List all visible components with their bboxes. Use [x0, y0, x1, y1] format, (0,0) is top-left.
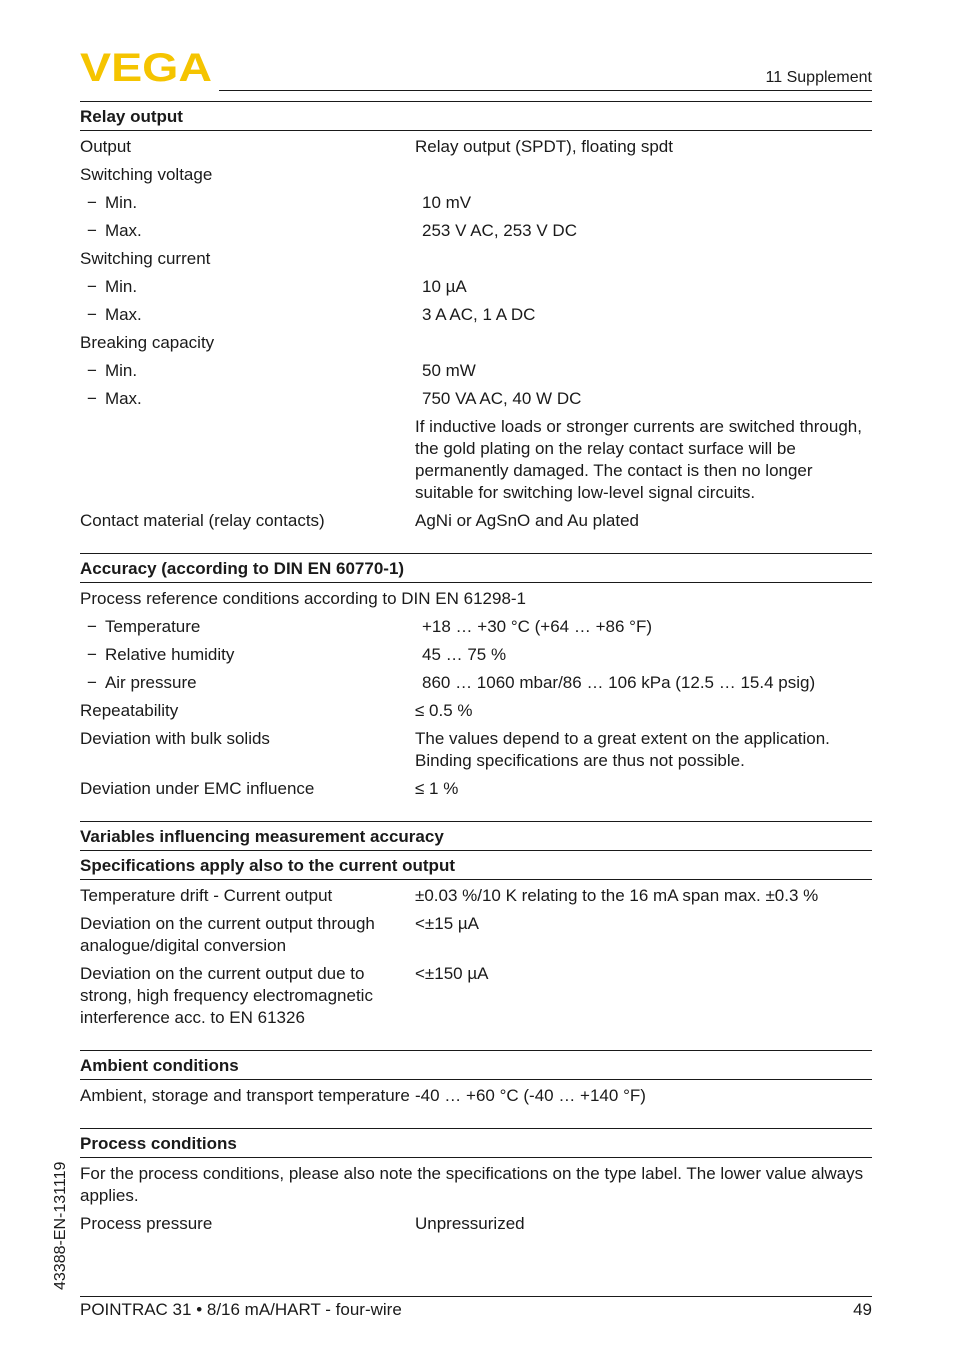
spec-row [80, 217, 872, 245]
spec-row [80, 413, 872, 507]
spec-label: Deviation on the current output through analogue/digital conversion [80, 914, 375, 955]
spec-row [80, 357, 872, 385]
spec-label: − Max. [80, 388, 422, 410]
spec-value: 10 µA [422, 277, 467, 296]
spec-value: 253 V AC, 253 V DC [422, 221, 577, 240]
spec-row [80, 189, 872, 217]
spec-row [80, 385, 872, 413]
spec-value: 10 mV [422, 193, 472, 212]
spec-row [80, 1082, 872, 1110]
spec-value: 860 … 1060 mbar/86 … 106 kPa (12.5 … 15.4 psig) [422, 673, 816, 692]
spec-label: Contact material (relay contacts) [80, 511, 325, 530]
spec-value: AgNi or AgSnO and Au plated [415, 511, 639, 530]
spec-row [80, 161, 872, 189]
spec-label: Deviation under EMC influence [80, 779, 315, 798]
spec-label: Process reference conditions according to DIN EN 61298-1 [80, 589, 527, 608]
spec-value: 50 mW [422, 361, 476, 380]
spec-row [80, 613, 872, 641]
spec-row [80, 273, 872, 301]
spec-row [80, 1210, 872, 1238]
spec-value: Relay output (SPDT), floating spdt [415, 137, 673, 156]
header-section-title: 11 Supplement [765, 69, 872, 86]
spec-value: The values depend to a great extent on the application. Binding specifications are thus not possible. [415, 729, 830, 770]
spec-value [415, 332, 872, 354]
spec-label: Repeatability [80, 701, 179, 720]
page-number: 49 [853, 1300, 872, 1319]
spec-row [80, 133, 872, 161]
spec-row [80, 585, 872, 613]
spec-label: − Min. [80, 276, 422, 298]
spec-section [80, 101, 872, 535]
spec-label: Deviation on the current output due to strong, high frequency electromagnetic interference acc. to EN 61326 [80, 964, 373, 1027]
spec-row [80, 960, 872, 1032]
spec-label: Ambient, storage and transport temperature [80, 1086, 410, 1105]
spec-label: Deviation with bulk solids [80, 729, 270, 748]
spec-label: − Air pressure [80, 672, 422, 694]
spec-value: 750 VA AC, 40 W DC [422, 389, 582, 408]
spec-row [80, 725, 872, 775]
section-title: Ambient conditions [80, 1050, 872, 1080]
spec-row [80, 669, 872, 697]
spec-row [80, 697, 872, 725]
spec-content [80, 101, 872, 1256]
spec-value: -40 … +60 °C (-40 … +140 °F) [415, 1086, 646, 1105]
brand-text: VEGA [80, 50, 212, 84]
spec-label: − Min. [80, 192, 422, 214]
spec-label: Process pressure [80, 1214, 213, 1233]
spec-section [80, 821, 872, 1032]
spec-row [80, 910, 872, 960]
spec-value: 3 A AC, 1 A DC [422, 305, 536, 324]
spec-value: 45 … 75 % [422, 645, 507, 664]
spec-value: <±150 µA [415, 964, 489, 983]
spec-row [80, 245, 872, 273]
spec-row [80, 1160, 872, 1210]
vega-logo [80, 50, 212, 84]
section-title: Process conditions [80, 1128, 872, 1158]
spec-label: Switching voltage [80, 165, 213, 184]
spec-label: Breaking capacity [80, 333, 215, 352]
spec-row [80, 329, 872, 357]
spec-label: − Min. [80, 360, 422, 382]
spec-section [80, 1050, 872, 1110]
spec-value: ±0.03 %/10 K relating to the 16 mA span max. ±0.3 % [415, 886, 819, 905]
spec-row [80, 507, 872, 535]
spec-value: If inductive loads or stronger currents are switched through, the gold plating on the relay contact surface will be permanently damaged. The contact is then no longer suitable for switching low-level signal circuits. [415, 417, 862, 502]
footer-rule [80, 1296, 872, 1297]
spec-value: +18 … +30 °C (+64 … +86 °F) [422, 617, 652, 636]
spec-row [80, 641, 872, 669]
spec-label: For the process conditions, please also note the specifications on the type label. The lower value always applies. [80, 1164, 864, 1205]
section-title: Accuracy (according to DIN EN 60770-1) [80, 553, 872, 583]
spec-value: ≤ 1 % [415, 779, 459, 798]
spec-section [80, 1128, 872, 1238]
spec-row [80, 301, 872, 329]
document-code: 43388-EN-131119 [52, 1161, 69, 1290]
spec-label: Output [80, 137, 132, 156]
header-rule [219, 90, 872, 91]
spec-value: <±15 µA [415, 914, 480, 933]
spec-label: − Temperature [80, 616, 422, 638]
section-title: Relay output [80, 101, 872, 131]
spec-value: ≤ 0.5 % [415, 701, 473, 720]
spec-value [415, 248, 872, 270]
spec-label: Temperature drift - Current output [80, 886, 333, 905]
section-title: Variables influencing measurement accuracy [80, 821, 872, 851]
footer-product: POINTRAC 31 • 8/16 mA/HART - four-wire [80, 1300, 402, 1319]
spec-section [80, 553, 872, 803]
spec-label: Switching current [80, 249, 211, 268]
spec-value [415, 164, 872, 186]
spec-label: − Max. [80, 304, 422, 326]
spec-label: − Relative humidity [80, 644, 422, 666]
spec-value: Unpressurized [415, 1214, 525, 1233]
spec-label: − Max. [80, 220, 422, 242]
section-title: Specifications apply also to the current output [80, 851, 872, 880]
spec-label [80, 416, 415, 504]
spec-row [80, 882, 872, 910]
spec-row [80, 775, 872, 803]
